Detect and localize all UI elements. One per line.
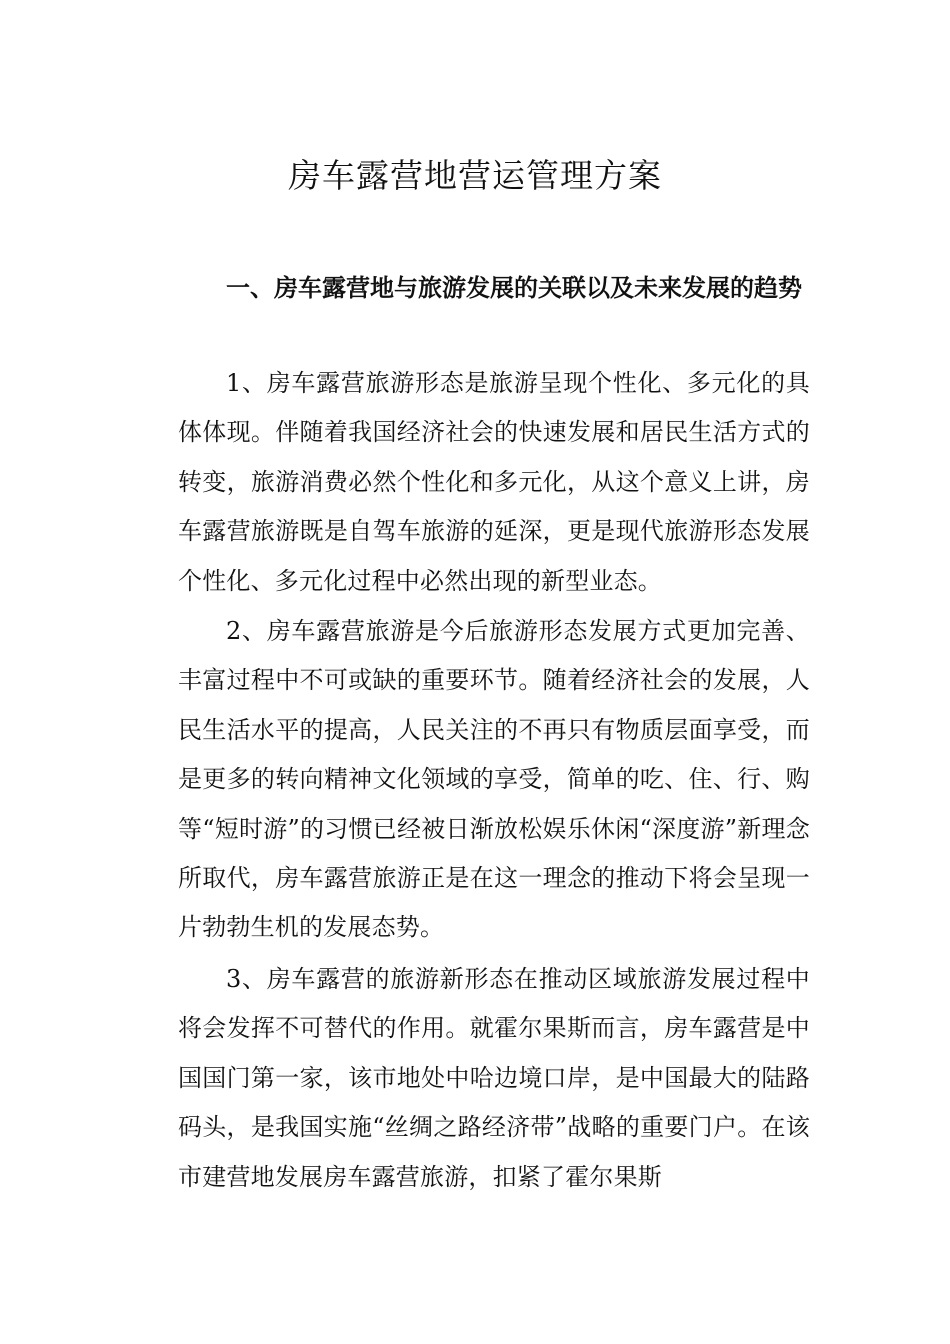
document-title: 房车露营地营运管理方案 [288,156,662,195]
paragraph-1: 1、房车露营旅游形态是旅游呈现个性化、多元化的具体体现。伴随着我国经济社会的快速发展和居民生活方式的转变，旅游消费必然个性化和多元化，从这个意义上讲，房车露营旅游既是自驾车旅游的延深，更是现代旅游形态发展个性化、多元化过程中必然出现的新型业态。 [178,369,810,595]
paragraph-3: 3、房车露营的旅游新形态在推动区域旅游发展过程中将会发挥不可替代的作用。就霍尔果斯而言，房车露营是中国国门第一家，该市地处中哈边境口岸，是中国最大的陆路码头，是我国实施“丝绸之路经济带”战略的重要门户。在该市建营地发展房车露营旅游，扣紧了霍尔果斯 [178,965,810,1191]
paragraph-2: 2、房车露营旅游是今后旅游形态发展方式更加完善、丰富过程中不可或缺的重要环节。随着经济社会的发展，人民生活水平的提高，人民关注的不再只有物质层面享受，而是更多的转向精神文化领域的享受，简单的吃、住、行、购等“短时游”的习惯已经被日渐放松娱乐休闲“深度游”新理念所取代，房车露营旅游正是在这一理念的推动下将会呈现一片勃勃生机的发展态势。 [178,617,810,942]
section-heading-1: 一、房车露营地与旅游发展的关联以及未来发展的趋势 [226,274,802,302]
